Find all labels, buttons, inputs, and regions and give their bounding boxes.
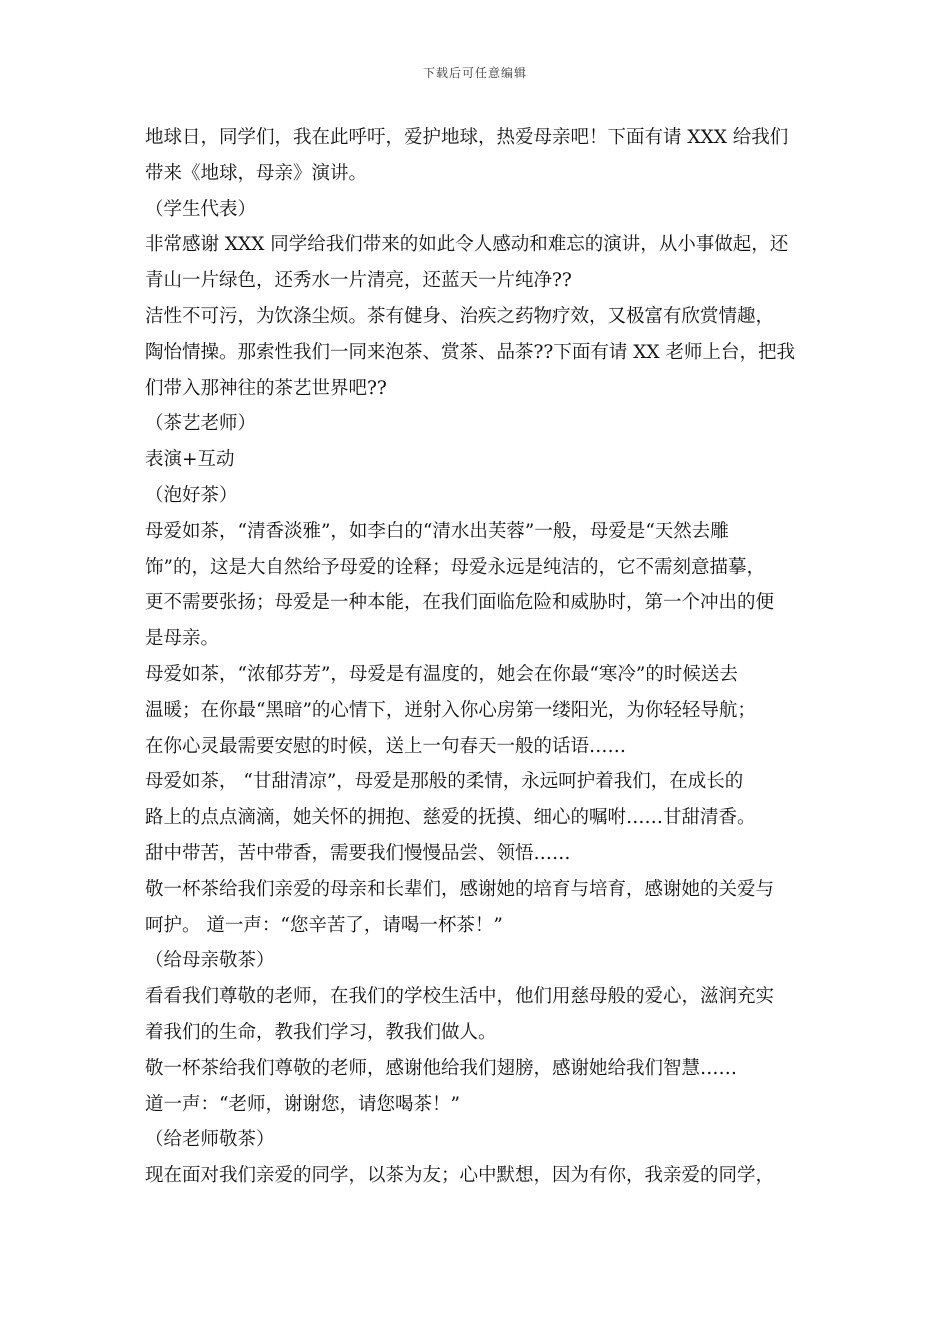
text-line: 陶怡情操。那索性我们一同来泡茶、赏茶、品茶??下面有请 XX 老师上台，把我 [145, 341, 795, 363]
text-line: （给母亲敬茶） [145, 950, 275, 972]
text-line: 敬一杯茶给我们亲爱的母亲和长辈们，感谢她的培育与培育，感谢她的关爱与 [145, 878, 775, 900]
text-line: 敬一杯茶给我们尊敬的老师，感谢他给我们翅膀，感谢她给我们智慧…… [145, 1057, 738, 1079]
text-line: 表演+互动 [145, 449, 235, 471]
text-line: 是母亲。 [145, 628, 220, 650]
text-line: 在你心灵最需要安慰的时候，送上一句春天一般的话语…… [145, 735, 627, 757]
text-line: 青山一片绿色，还秀水一片清亮，还蓝天一片纯净?? [145, 270, 572, 292]
text-line: 着我们的生命，教我们学习，教我们做人。 [145, 1021, 497, 1043]
text-line: 们带入那神往的茶艺世界吧?? [145, 377, 387, 399]
text-line: 母爱如茶，“清香淡雅”，如李白的“清水出芙蓉”一般，母爱是“天然去雕 [145, 520, 729, 542]
text-line: 道一声：“老师，谢谢您，请您喝茶！” [145, 1093, 460, 1115]
text-line: （茶艺老师） [145, 413, 257, 435]
text-line: 呵护。 道一声：“您辛苦了，请喝一杯茶！” [145, 914, 503, 936]
text-line: 看看我们尊敬的老师，在我们的学校生活中，他们用慈母般的爱心，滋润充实 [145, 986, 775, 1008]
text-line: 母爱如茶， “甘甜清凉”，母爱是那般的柔情，永远呵护着我们，在成长的 [145, 771, 744, 793]
text-line: （学生代表） [145, 198, 257, 220]
text-line: 非常感谢 XXX 同学给我们带来的如此令人感动和难忘的演讲，从小事做起，还 [145, 234, 789, 256]
text-line: 甜中带苦，苦中带香，需要我们慢慢品尝、领悟…… [145, 842, 571, 864]
text-line: （给老师敬茶） [145, 1129, 275, 1151]
text-line: 现在面对我们亲爱的同学，以茶为友；心中默想，因为有你，我亲爱的同学， [145, 1165, 775, 1187]
document-body [145, 120, 810, 1194]
text-line: 洁性不可污，为饮涤尘烦。茶有健身、治疾之药物疗效，又极富有欣赏情趣， [145, 305, 775, 327]
text-line: 地球日，同学们，我在此呼吁，爱护地球，热爱母亲吧！下面有请 XXX 给我们 [145, 127, 789, 148]
text-line: 路上的点点滴滴，她关怀的拥抱、慈爱的抚摸、细心的嘱咐……甘甜清香。 [145, 807, 756, 829]
text-line: 饰”的，这是大自然给予母爱的诠释；母爱永远是纯洁的，它不需刻意描摹， [145, 556, 765, 578]
page-header-note: 下载后可任意编辑 [422, 66, 527, 80]
text-line: （泡好茶） [145, 484, 238, 506]
text-line: 带来《地球，母亲》演讲。 [145, 162, 368, 184]
text-line: 更不需要张扬；母爱是一种本能，在我们面临危险和威胁时，第一个冲出的便 [145, 592, 775, 614]
text-line: 母爱如茶，“浓郁芬芳”，母爱是有温度的，她会在你最“寒冷”的时候送去 [145, 663, 738, 685]
text-line: 温暖；在你最“黑暗”的心情下，迸射入你心房第一缕阳光，为你轻轻导航； [145, 699, 756, 721]
